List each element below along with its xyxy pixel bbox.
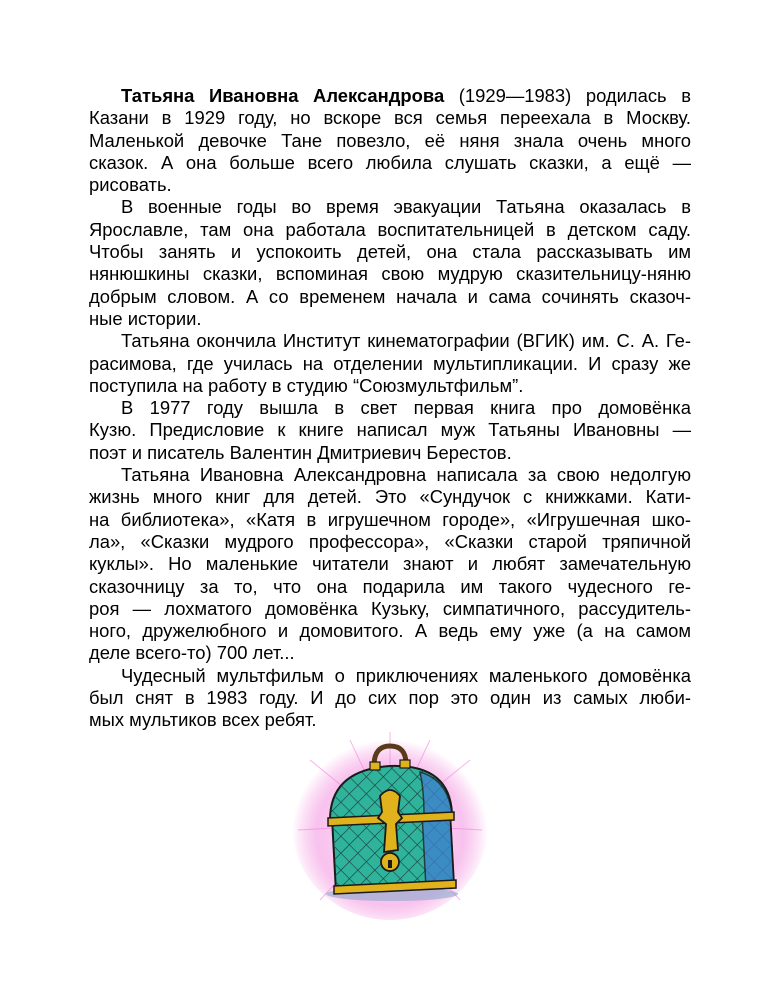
text-line <box>89 286 691 308</box>
text-line <box>89 464 691 486</box>
line-text: сказок. А она больше всего любила слушать сказки, а ещё — <box>89 151 691 173</box>
text-line <box>89 196 691 218</box>
text-line <box>89 152 691 174</box>
line-text: был снят в 1983 году. И до сих пор это один из самых люби- <box>89 687 691 709</box>
line-text: (1929—1983) родилась в <box>444 85 691 106</box>
text-line <box>89 308 691 330</box>
line-text: Ярославле, там она работала воспитательницей в детском саду. <box>89 218 691 240</box>
line-text: Чудесный мультфильм о приключениях маленького домовёнка <box>121 664 691 686</box>
line-text: Татьяна Ивановна Александровна написала за свою недолгую <box>121 464 691 486</box>
text-line <box>89 85 691 107</box>
line-text: поступила на работу в студию “Союзмультфильм”. <box>89 374 524 396</box>
author-name: Татьяна Ивановна Александрова <box>121 85 445 106</box>
text-line <box>89 174 691 196</box>
line-text: ла», «Сказки мудрого профессора», «Сказки старой тряпичной <box>89 530 691 552</box>
line-text: Чтобы занять и успокоить детей, она стала рассказывать им <box>89 241 691 263</box>
line-text: ного, дружелюбного и домовитого. А ведь ему уже (а на самом <box>89 620 691 642</box>
text-line <box>89 353 691 375</box>
line-text: рисовать. <box>89 174 172 196</box>
text-line <box>89 486 691 508</box>
line-text: расимова, где училась на отделении мультипликации. И сразу же <box>89 352 691 374</box>
line-text: роя — лохматого домовёнка Кузьку, симпатичного, рассудитель- <box>89 597 691 619</box>
paragraph <box>89 85 691 196</box>
paragraph <box>89 196 691 330</box>
text-line <box>89 330 691 352</box>
line-text: добрым словом. А со временем начала и сама сочинять сказоч- <box>89 285 691 307</box>
line-text: Кузю. Предисловие к книге написал муж Татьяны Ивановны — <box>89 419 691 441</box>
paragraph <box>89 330 691 397</box>
text-line <box>89 130 691 152</box>
text-line <box>89 665 691 687</box>
text-line <box>89 598 691 620</box>
line-text: Казани в 1929 году, но вскоре вся семья переехала в Москву. <box>89 107 691 129</box>
text-line <box>89 263 691 285</box>
text-line <box>89 442 691 464</box>
line-text: мых мультиков всех ребят. <box>89 709 317 731</box>
text-line <box>89 531 691 553</box>
paragraph <box>89 397 691 464</box>
line-text: нянюшкины сказки, вспоминая свою мудрую сказительницу-няню <box>89 263 691 285</box>
line-text: куклы». Но маленькие читатели знают и любят замечательную <box>89 553 691 575</box>
line-text: Маленькой девочке Тане повезло, её няня знала очень много <box>89 129 691 151</box>
text-line <box>89 509 691 531</box>
text-line <box>89 576 691 598</box>
text-line <box>89 241 691 263</box>
line-text: В 1977 году вышла в свет первая книга про домовёнка <box>121 397 691 419</box>
line-text: поэт и писатель Валентин Дмитриевич Берестов. <box>89 441 512 463</box>
text-line <box>89 219 691 241</box>
text-line <box>89 107 691 129</box>
line-text: Татьяна окончила Институт кинематографии (ВГИК) им. С. А. Ге- <box>121 330 691 352</box>
text-line <box>89 642 691 664</box>
text-line <box>89 397 691 419</box>
line-text: ные истории. <box>89 307 202 329</box>
line-text: сказочницу за то, что она подарила им такого чудесного ге- <box>89 575 691 597</box>
line-text: В военные годы во время эвакуации Татьяна оказалась в <box>121 196 691 218</box>
text-line <box>89 419 691 441</box>
text-line <box>89 553 691 575</box>
line-text: жизнь много книг для детей. Это «Сундучок с книжками. Кати- <box>89 486 691 508</box>
text-line <box>89 620 691 642</box>
paragraph <box>89 464 691 665</box>
article-text <box>89 85 691 732</box>
line-text: на библиотека», «Катя в игрушечном городе», «Игрушечная шко- <box>89 508 691 530</box>
line-text: деле всего-то) 700 лет... <box>89 642 295 664</box>
text-line <box>89 375 691 397</box>
treasure-chest-icon <box>290 700 490 920</box>
